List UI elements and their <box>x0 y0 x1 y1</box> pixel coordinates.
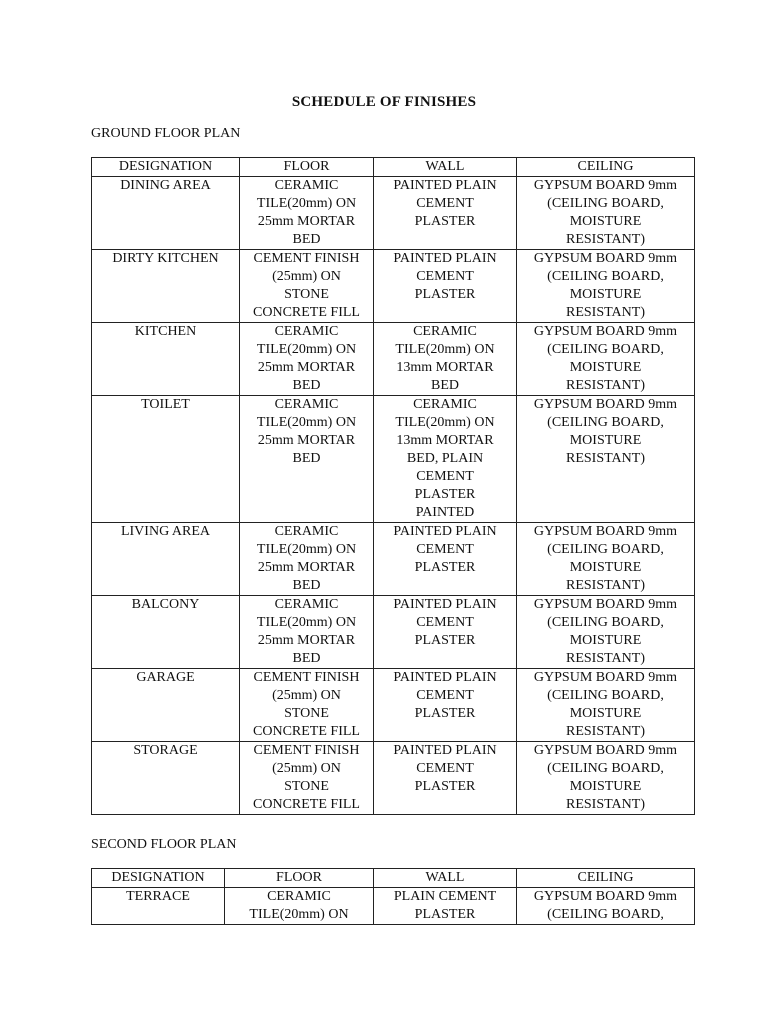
ceiling-cell: GYPSUM BOARD 9mm (CEILING BOARD, MOISTURE RESISTANT) <box>517 177 695 250</box>
designation-cell: LIVING AREA <box>92 523 240 596</box>
ceiling-cell: GYPSUM BOARD 9mm (CEILING BOARD, MOISTURE RESISTANT) <box>517 523 695 596</box>
second-floor-label: SECOND FLOOR PLAN <box>91 837 237 852</box>
document-title: SCHEDULE OF FINISHES <box>291 94 477 110</box>
floor-cell: CERAMIC TILE(20mm) ON <box>225 888 374 925</box>
designation-cell: KITCHEN <box>92 323 240 396</box>
table-row <box>92 669 695 742</box>
floor-cell: CERAMIC TILE(20mm) ON 25mm MORTAR BED <box>240 596 374 669</box>
header-designation: DESIGNATION <box>92 869 225 888</box>
wall-cell: PAINTED PLAIN CEMENT PLASTER <box>374 742 517 815</box>
wall-cell: PLAIN CEMENT PLASTER <box>374 888 517 925</box>
floor-cell: CERAMIC TILE(20mm) ON 25mm MORTAR BED <box>240 523 374 596</box>
ceiling-cell: GYPSUM BOARD 9mm (CEILING BOARD, MOISTURE RESISTANT) <box>517 396 695 523</box>
table-row <box>92 250 695 323</box>
wall-cell: CERAMIC TILE(20mm) ON 13mm MORTAR BED <box>374 323 517 396</box>
ceiling-cell: GYPSUM BOARD 9mm (CEILING BOARD, MOISTURE RESISTANT) <box>517 742 695 815</box>
table-row <box>92 523 695 596</box>
table-row <box>92 177 695 250</box>
designation-cell: BALCONY <box>92 596 240 669</box>
floor-cell: CERAMIC TILE(20mm) ON 25mm MORTAR BED <box>240 396 374 523</box>
floor-cell: CERAMIC TILE(20mm) ON 25mm MORTAR BED <box>240 177 374 250</box>
ceiling-cell: GYPSUM BOARD 9mm (CEILING BOARD, MOISTURE RESISTANT) <box>517 323 695 396</box>
header-floor: FLOOR <box>240 158 374 177</box>
ceiling-cell: GYPSUM BOARD 9mm (CEILING BOARD, MOISTURE RESISTANT) <box>517 250 695 323</box>
table-row <box>92 888 695 925</box>
wall-cell: PAINTED PLAIN CEMENT PLASTER <box>374 523 517 596</box>
table-header-row <box>92 869 695 888</box>
designation-cell: STORAGE <box>92 742 240 815</box>
designation-cell: DINING AREA <box>92 177 240 250</box>
header-ceiling: CEILING <box>517 869 695 888</box>
table-row <box>92 596 695 669</box>
header-designation: DESIGNATION <box>92 158 240 177</box>
designation-cell: TERRACE <box>92 888 225 925</box>
wall-cell: CERAMIC TILE(20mm) ON 13mm MORTAR BED, PLAIN CEMENT PLASTER PAINTED <box>374 396 517 523</box>
designation-cell: GARAGE <box>92 669 240 742</box>
designation-cell: TOILET <box>92 396 240 523</box>
ceiling-cell: GYPSUM BOARD 9mm (CEILING BOARD, MOISTURE RESISTANT) <box>517 669 695 742</box>
table-row <box>92 396 695 523</box>
ceiling-cell: GYPSUM BOARD 9mm (CEILING BOARD, MOISTURE RESISTANT) <box>517 596 695 669</box>
wall-cell: PAINTED PLAIN CEMENT PLASTER <box>374 250 517 323</box>
table-row <box>92 742 695 815</box>
designation-cell: DIRTY KITCHEN <box>92 250 240 323</box>
wall-cell: PAINTED PLAIN CEMENT PLASTER <box>374 177 517 250</box>
table-row <box>92 323 695 396</box>
header-ceiling: CEILING <box>517 158 695 177</box>
floor-cell: CERAMIC TILE(20mm) ON 25mm MORTAR BED <box>240 323 374 396</box>
floor-cell: CEMENT FINISH (25mm) ON STONE CONCRETE FILL <box>240 669 374 742</box>
ceiling-cell: GYPSUM BOARD 9mm (CEILING BOARD, <box>517 888 695 925</box>
wall-cell: PAINTED PLAIN CEMENT PLASTER <box>374 669 517 742</box>
second-floor-finishes-table <box>91 868 695 925</box>
ground-floor-finishes-table <box>91 157 695 815</box>
ground-floor-label: GROUND FLOOR PLAN <box>91 126 241 141</box>
header-floor: FLOOR <box>225 869 374 888</box>
floor-cell: CEMENT FINISH (25mm) ON STONE CONCRETE FILL <box>240 742 374 815</box>
floor-cell: CEMENT FINISH (25mm) ON STONE CONCRETE FILL <box>240 250 374 323</box>
table-header-row <box>92 158 695 177</box>
header-wall: WALL <box>374 158 517 177</box>
header-wall: WALL <box>374 869 517 888</box>
wall-cell: PAINTED PLAIN CEMENT PLASTER <box>374 596 517 669</box>
